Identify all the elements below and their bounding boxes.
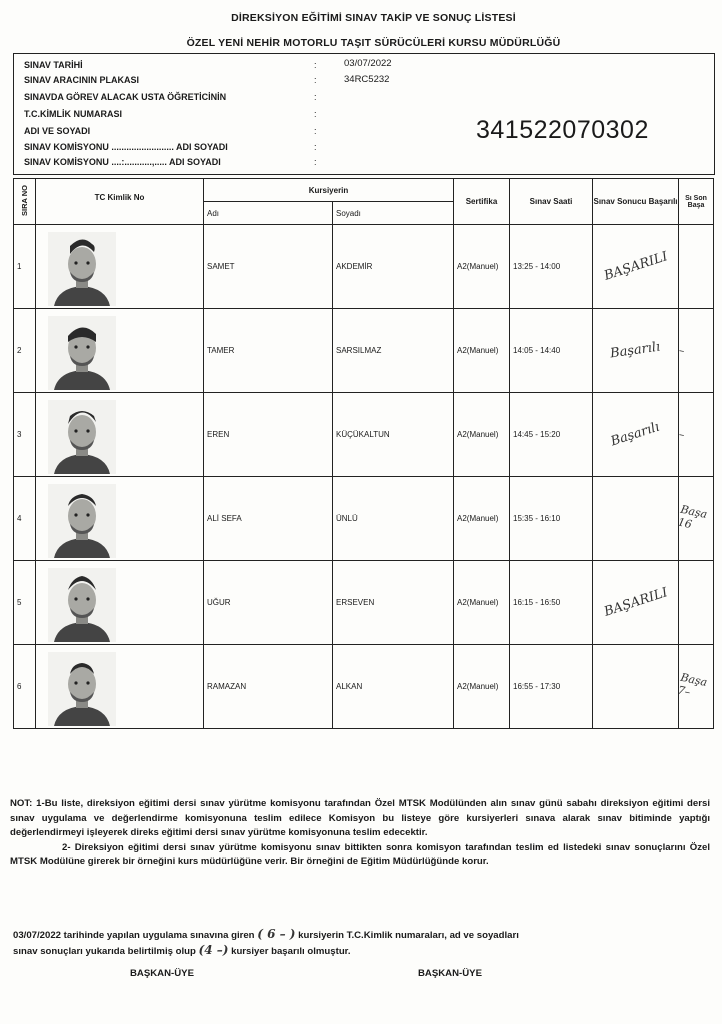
exam-header-box xyxy=(13,53,715,175)
row-number: 5 xyxy=(14,561,36,645)
exam-time: 14:05 - 14:40 xyxy=(510,309,593,393)
result-2-handwritten: – xyxy=(677,427,686,442)
exam-time: 14:45 - 15:20 xyxy=(510,393,593,477)
colon: : xyxy=(314,60,317,70)
colon: : xyxy=(314,92,317,102)
portrait-photo xyxy=(48,232,116,306)
photo-cell xyxy=(36,561,204,645)
header-sonuc: Sınav Sonucu Başarılı xyxy=(593,179,679,225)
result-handwritten: Başarılı xyxy=(609,339,662,362)
header-sira: SIRA NO xyxy=(14,179,36,225)
note-2: 2- Direksiyon eğitimi dersi sınav yürütme komisyonu sınav bittikten sonra komisyon tarafından teslim ed listedeki sınav sonuçlarını Özel MTSK Modülüne girerek bir örneğini kurs müdürlüğüne verir. Bir örneğini de Eğitim Müdürlüğünde korur. xyxy=(10,841,710,867)
student-first-name: UĞUR xyxy=(204,561,333,645)
student-last-name: KÜÇÜKALTUN xyxy=(333,393,454,477)
result-handwritten: Başarılı xyxy=(609,419,662,450)
note-1: NOT: 1-Bu liste, direksiyon eğitimi dersi sınav yürütme komisyonu tarafından Özel MTSK Modülünden alın sınav günü sabahı direksiyon eğitimi dersi sınav uygulama ve değerlendirme komisyonuna teslim edilece Komisyon bu listeye göre kursiyerleri sınava alarak sınav bitiminde yaptığı değerlendirmeyi işleyerek direks eğitimi dersi sınav yürütme komisyonuna teslim edecektir. xyxy=(10,798,710,838)
result-2-handwritten: – xyxy=(677,343,686,358)
reference-number: 341522070302 xyxy=(476,116,649,144)
header-sonuc-2: Sı Son Başa xyxy=(679,179,714,225)
header-kursiyerin: Kursiyerin xyxy=(204,179,454,202)
exam-time: 13:25 - 14:00 xyxy=(510,225,593,309)
field-label: SINAVDA GÖREV ALACAK USTA ÖĞRETİCİNİN xyxy=(24,92,227,102)
notes-section xyxy=(10,797,710,870)
summary-text-2: kursiyerin T.C.Kimlik numaraları, ad ve soyadları xyxy=(298,930,519,941)
certificate-class: A2(Manuel) xyxy=(454,225,510,309)
exam-date: 03/07/2022 xyxy=(344,58,392,69)
signature-right: BAŞKAN-ÜYE xyxy=(418,968,482,979)
photo-cell xyxy=(36,309,204,393)
colon: : xyxy=(314,157,317,167)
portrait-photo xyxy=(48,316,116,390)
result-cell-2 xyxy=(676,477,714,561)
table-row xyxy=(14,309,714,393)
table-row xyxy=(14,477,714,561)
portrait-photo xyxy=(48,568,116,642)
field-label: ADI VE SOYADI xyxy=(24,126,91,136)
header-soyadi: Soyadı xyxy=(333,202,454,225)
result-handwritten: BAŞARILI xyxy=(601,249,670,284)
field-label: SINAV TARİHİ xyxy=(24,60,83,70)
portrait-photo xyxy=(48,400,116,474)
photo-cell xyxy=(36,393,204,477)
header-sertifika: Sertifika xyxy=(454,179,510,225)
field-label: T.C.KİMLİK NUMARASI xyxy=(24,109,122,119)
result-cell xyxy=(593,225,679,309)
student-first-name: ALİ SEFA xyxy=(204,477,333,561)
table-row xyxy=(14,393,714,477)
document-subtitle: ÖZEL YENİ NEHİR MOTORLU TAŞIT SÜRÜCÜLERİ KURSU MÜDÜRLÜĞÜ xyxy=(186,37,561,49)
table-row xyxy=(14,225,714,309)
summary-text-3: sınav sonuçları yukarıda belirtilmiş olup xyxy=(13,946,196,957)
result-cell xyxy=(593,309,679,393)
certificate-class: A2(Manuel) xyxy=(454,561,510,645)
student-last-name: AKDEMİR xyxy=(333,225,454,309)
result-cell xyxy=(593,393,679,477)
result-cell-2 xyxy=(679,225,714,309)
row-number: 4 xyxy=(14,477,36,561)
document-title: DİREKSİYON EĞİTİMİ SINAV TAKİP VE SONUÇ LİSTESİ xyxy=(231,12,516,24)
header-adi: Adı xyxy=(204,202,333,225)
header-tc: TC Kimlik No xyxy=(36,179,204,225)
exam-time: 16:55 - 17:30 xyxy=(510,645,593,729)
pass-count-handwritten: (4 –) xyxy=(198,943,229,957)
photo-cell xyxy=(36,645,204,729)
header-saat: Sınav Saati xyxy=(510,179,593,225)
table-row xyxy=(14,561,714,645)
student-first-name: TAMER xyxy=(204,309,333,393)
result-2-handwritten: Başa 16 xyxy=(676,502,709,531)
result-cell xyxy=(593,477,679,561)
row-number: 3 xyxy=(14,393,36,477)
summary-statement xyxy=(13,927,713,959)
field-label: SINAV KOMİSYONU ....:...........,..... ADI SOYADI xyxy=(24,157,221,167)
student-first-name: RAMAZAN xyxy=(204,645,333,729)
colon: : xyxy=(314,109,317,119)
certificate-class: A2(Manuel) xyxy=(454,309,510,393)
row-number: 2 xyxy=(14,309,36,393)
exam-time: 15:35 - 16:10 xyxy=(510,477,593,561)
student-last-name: ÜNLÜ xyxy=(333,477,454,561)
total-count-handwritten: ( 6 – ) xyxy=(257,927,296,941)
colon: : xyxy=(314,126,317,136)
student-last-name: ERSEVEN xyxy=(333,561,454,645)
student-last-name: ALKAN xyxy=(333,645,454,729)
result-cell-2 xyxy=(679,309,714,393)
exam-results-table xyxy=(13,178,714,729)
student-first-name: EREN xyxy=(204,393,333,477)
certificate-class: A2(Manuel) xyxy=(454,477,510,561)
row-number: 1 xyxy=(14,225,36,309)
portrait-photo xyxy=(48,484,116,558)
table-row xyxy=(14,645,714,729)
certificate-class: A2(Manuel) xyxy=(454,645,510,729)
result-2-handwritten: Başa 7– xyxy=(676,670,709,699)
exam-time: 16:15 - 16:50 xyxy=(510,561,593,645)
field-label: SINAV KOMİSYONU ......................... ADI SOYADI xyxy=(24,142,228,152)
result-cell xyxy=(593,645,679,729)
student-last-name: SARSILMAZ xyxy=(333,309,454,393)
photo-cell xyxy=(36,477,204,561)
student-first-name: SAMET xyxy=(204,225,333,309)
result-handwritten: BAŞARILI xyxy=(601,585,670,620)
result-cell-2 xyxy=(679,561,714,645)
photo-cell xyxy=(36,225,204,309)
result-cell xyxy=(593,561,679,645)
colon: : xyxy=(314,142,317,152)
signature-left: BAŞKAN-ÜYE xyxy=(130,968,194,979)
result-cell-2 xyxy=(676,645,714,729)
vehicle-plate: 34RC5232 xyxy=(344,74,390,85)
summary-text-1: 03/07/2022 tarihinde yapılan uygulama sınavına giren xyxy=(13,930,255,941)
field-label: SINAV ARACININ PLAKASI xyxy=(24,75,140,85)
colon: : xyxy=(314,75,317,85)
summary-text-4: kursiyer başarılı olmuştur. xyxy=(231,946,351,957)
row-number: 6 xyxy=(14,645,36,729)
certificate-class: A2(Manuel) xyxy=(454,393,510,477)
portrait-photo xyxy=(48,652,116,726)
result-cell-2 xyxy=(679,393,714,477)
